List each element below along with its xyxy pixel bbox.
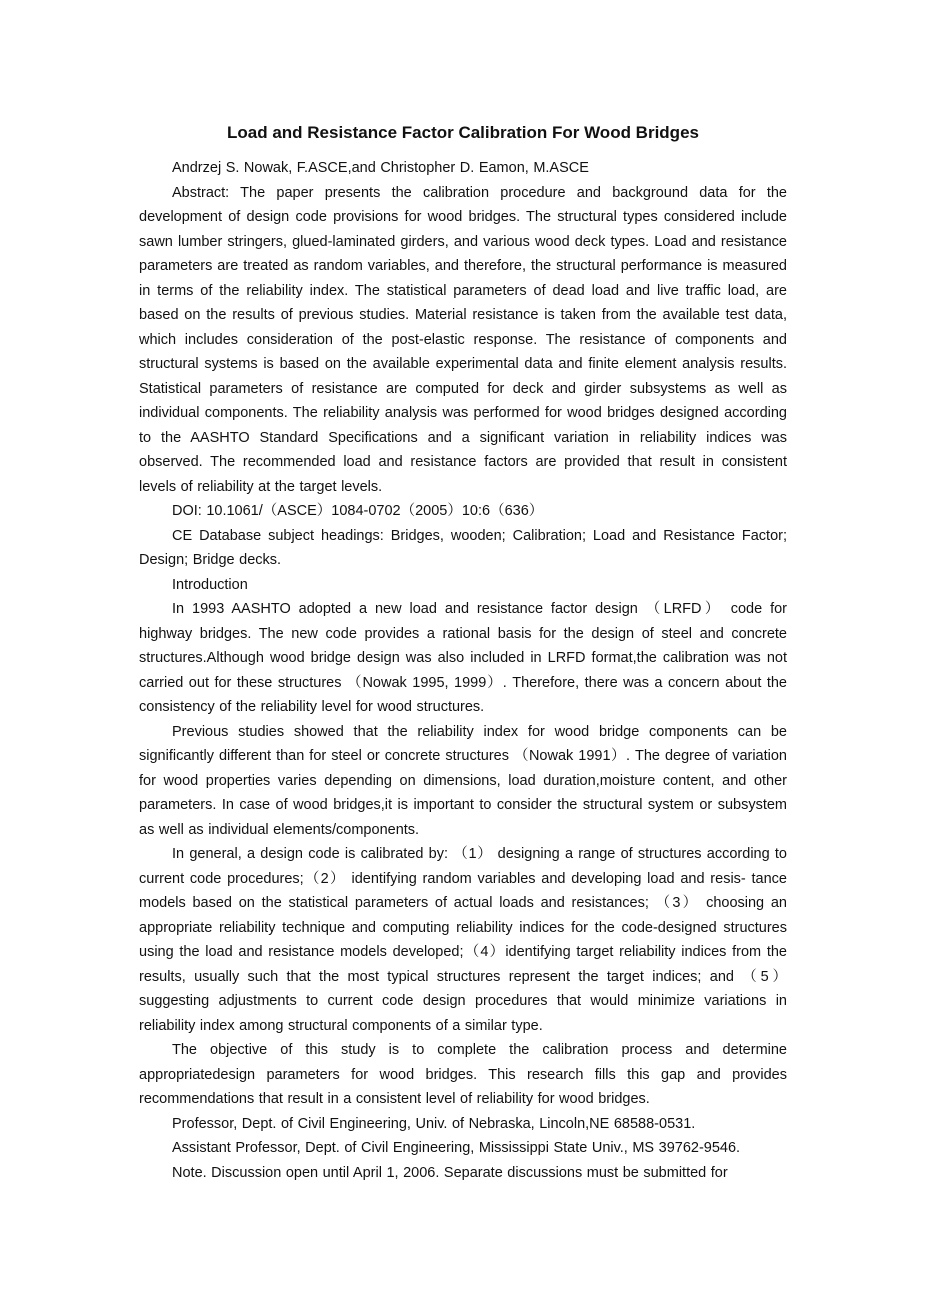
footnote-author-2: Assistant Professor, Dept. of Civil Engineering, Mississippi State Univ., MS 39762-9546. bbox=[172, 1140, 741, 1156]
document-body bbox=[139, 156, 787, 1185]
authors-line: Andrzej S. Nowak, F.ASCE,and Christopher D. Eamon, M.ASCE bbox=[172, 160, 589, 176]
footnote-note: Note. Discussion open until April 1, 2006. Separate discussions must be submitted for bbox=[172, 1164, 728, 1181]
intro-paragraph-2: Previous studies showed that the reliability index for wood bridge components can be significantly different than for steel or concrete structures （Nowak 1991）. The degree of variation for wood properties varies depending on dimensions, load duration,moisture content, and other parameters. In case of wood bridges,it is important to consider the structural system or subsystem as well as individual elements/components. bbox=[139, 723, 787, 838]
intro-paragraph-3: In general, a design code is calibrated by: （1） designing a range of structures according to current code procedures;（2） identifying random variables and developing load and resis- tance models based on the statistical parameters of actual loads and resistances; （3） choosing an appropriate reliability technique and computing reliability indices for the code-designed structures using the load and resistance models developed;（4）identifying target reliability indices from the results, usually such that the most typical structures represent the target indices; and （5） suggesting adjustments to current code design procedures that would minimize variations in reliability index among structural components of a similar type. bbox=[139, 846, 787, 1034]
paper-title: Load and Resistance Factor Calibration For Wood Bridges bbox=[227, 123, 699, 142]
intro-paragraph-4: The objective of this study is to complete the calibration process and determine appropriatedesign parameters for wood bridges. This research fills this gap and provides recommendations that result in a consistent level of reliability for wood bridges. bbox=[139, 1042, 787, 1107]
ce-database-paragraph: CE Database subject headings: Bridges, wooden; Calibration; Load and Resistance Factor; Design; Bridge decks. bbox=[139, 527, 787, 568]
section-heading-introduction: Introduction bbox=[172, 576, 248, 593]
doi-line: DOI: 10.1061/（ASCE）1084-0702（2005）10:6（636） bbox=[172, 503, 544, 519]
abstract-paragraph: Abstract: The paper presents the calibration procedure and background data for the development of design code provisions for wood bridges. The structural types considered include sawn lumber stringers, glued-laminated girders, and various wood deck types. Load and resistance parameters are treated as random variables, and therefore, the structural performance is measured in terms of the reliability index. The statistical parameters of dead load and live traffic load, are based on the results of previous studies. Material resistance is taken from the available test data, which includes consideration of the post-elastic response. The resistance of components and structural systems is based on the available experimental data and finite element analysis results. Statistical parameters of resistance are computed for deck and girder subsystems as well as individual components. The reliability analysis was performed for wood bridges designed according to the AASHTO Standard Specifications and a significant variation in reliability indices was observed. The recommended load and resistance factors are provided that result in consistent levels of reliability at the target levels. bbox=[139, 184, 787, 495]
intro-paragraph-1: In 1993 AASHTO adopted a new load and resistance factor design （LRFD） code for highway bridges. The new code provides a rational basis for the design of steel and concrete structures.Although wood bridge design was also included in LRFD format,the calibration was not carried out for these structures （Nowak 1995, 1999）. Therefore, there was a concern about the consistency of the reliability level for wood structures. bbox=[139, 601, 787, 715]
footnote-author-1: Professor, Dept. of Civil Engineering, Univ. of Nebraska, Lincoln,NE 68588-0531. bbox=[172, 1115, 696, 1132]
